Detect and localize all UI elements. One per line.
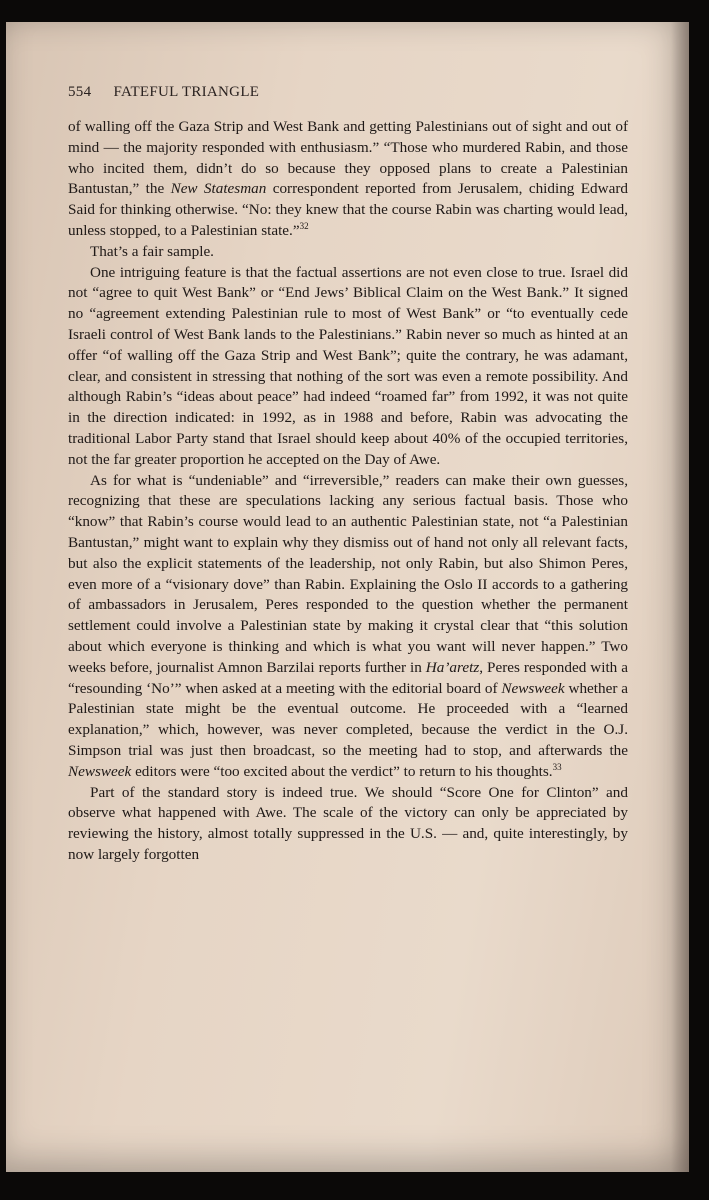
paragraph-text: of walling off the Gaza Strip and West Bank and getting Palestinians out of sight and out of mind — the majority responded with enthusiasm.” “Those who murdered Rabin, and those who incited them, didn’t do so because they opposed plans to create a Palestinian Bantustan,” the bbox=[68, 118, 628, 198]
paragraph-text: editors were “too excited about the verdict” to return to his thoughts. bbox=[131, 762, 553, 780]
paragraph-text: , Peres responded with a “resounding ‘No’” when asked at a meeting with the editorial board of bbox=[68, 658, 628, 697]
book-page bbox=[6, 22, 689, 1172]
page-header bbox=[68, 84, 259, 101]
italic-title: Ha’aretz bbox=[425, 658, 480, 676]
paragraph bbox=[68, 471, 628, 783]
paragraph bbox=[68, 783, 628, 866]
page-number: 554 bbox=[68, 84, 92, 100]
paragraph-text: correspondent reported from Jerusalem, chiding Edward Said for thinking otherwise. “No: they knew that the course Rabin was charting would lead, unless stopped, to a Palestinian state.” bbox=[68, 180, 628, 239]
footnote-ref: 32 bbox=[299, 220, 309, 231]
italic-title: New Statesman bbox=[170, 180, 267, 198]
footnote-ref: 33 bbox=[552, 761, 562, 772]
paragraph-text: As for what is “undeniable” and “irreversible,” readers can make their own guesses, recognizing that these are speculations lacking any serious factual basis. Those who “know” that Rabin’s course would lead to an authentic Palestinian state, not “a Palestinian Bantustan,” might want to explain why they dismiss out of hand not only all relevant facts, but also the explicit statements of the leadership, not only Rabin, but also Shimon Peres, even more of a “visionary dove” than Rabin. Explaining the Oslo II accords to a gathering of ambassadors in Jerusalem, Peres responded to the question whether the permanent settlement could involve a Palestinian state by making it crystal clear that “this solution about which everyone is thinking and which is what you want will never happen.” Two weeks before, journalist Amnon Barzilai reports further in bbox=[68, 471, 628, 676]
italic-title: Newsweek bbox=[68, 762, 132, 780]
paragraph bbox=[68, 242, 628, 263]
paragraph-text: One intriguing feature is that the factual assertions are not even close to true. Israel did not “agree to quit West Bank” or “End Jews’ Biblical Claim on the West Bank.” It signed no “agreement extending Palestinian rule to most of West Bank” or “to eventually cede Israeli control of West Bank lands to the Palestinians.” Rabin never so much as hinted at an offer “of walling off the Gaza Strip and West Bank”; quite the contrary, he was adamant, clear, and consistent in stressing that nothing of the sort was even a remote possibility. And although Rabin’s “ideas about peace” had indeed “roamed far” from 1992, it was not quite in the direction indicated: in 1992, as in 1988 and before, Rabin was advocating the traditional Labor Party stand that Israel should keep about 40% of the occupied territories, not the far greater proportion he accepted on the Day of Awe. bbox=[68, 263, 628, 468]
paragraph-text: That’s a fair sample. bbox=[90, 242, 214, 260]
paragraph bbox=[68, 263, 628, 471]
italic-title: Newsweek bbox=[501, 679, 565, 697]
paragraph-text: Part of the standard story is indeed true. We should “Score One for Clinton” and observe what happened with Awe. The scale of the victory can only be appreciated by reviewing the history, almost totally suppressed in the U.S. — and, quite interestingly, by now largely forgotten bbox=[68, 783, 628, 863]
page-body bbox=[68, 117, 628, 866]
page-edge-shadow bbox=[671, 22, 689, 1172]
paragraph-text: whether a Palestinian state might be the eventual outcome. He proceeded with a “learned explanation,” which, however, was never completed, because the verdict in the O.J. Simpson trial was just then broadcast, so the meeting had to stop, and afterwards the bbox=[68, 679, 629, 759]
paragraph-continuation bbox=[68, 117, 628, 242]
running-title: FATEFUL TRIANGLE bbox=[113, 84, 260, 100]
